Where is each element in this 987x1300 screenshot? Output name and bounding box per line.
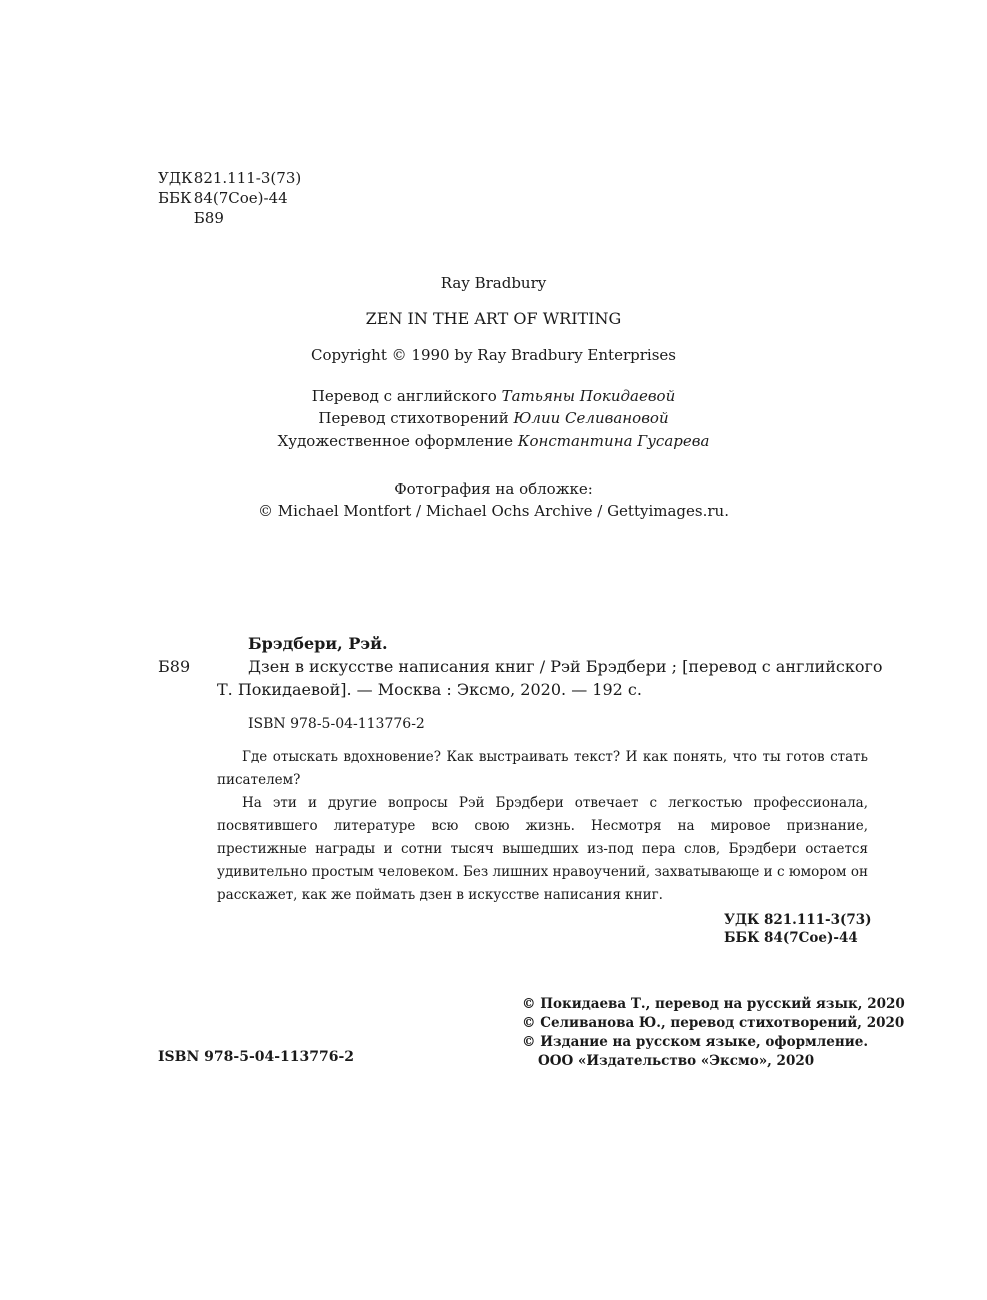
udk-bold: УДК 821.111-3(73) (724, 912, 872, 928)
credit-role: Перевод с английского (311, 387, 497, 405)
record-heading: Брэдбери, Рэй. (248, 634, 388, 653)
record-line-1: Дзен в искусстве написания книг / Рэй Брэдбери ; [перевод с английского (248, 657, 883, 676)
bbk-row (158, 188, 301, 208)
credit-role: Перевод стихотворений (318, 409, 509, 427)
bbk-value: 84(7Сое)-44 (193, 189, 288, 207)
bbk-label: ББК (158, 189, 192, 207)
original-copyright: Copyright © 1990 by Ray Bradbury Enterprises (311, 346, 676, 364)
bbk-bold: ББК 84(7Сое)-44 (724, 930, 858, 946)
record-line-2: Т. Покидаевой]. — Москва : Эксмо, 2020. — 192 с. (217, 680, 642, 699)
credit-poems (0, 409, 987, 427)
copyright-publisher: ООО «Издательство «Эксмо», 2020 (538, 1053, 815, 1069)
copyright-translation: © Покидаева Т., перевод на русский язык, 2020 (522, 996, 905, 1012)
classification-block (158, 168, 301, 228)
credit-name: Татьяны Покидаевой (501, 387, 676, 405)
record-sign: Б89 (158, 657, 191, 676)
annotation-paragraph-1: Где отыскать вдохновение? Как выстраивать текст? И как понять, что ты готов стать писателем? (217, 749, 868, 788)
original-author: Ray Bradbury (440, 274, 547, 292)
photo-label: Фотография на обложке: (394, 480, 593, 498)
udk-label: УДК (158, 169, 193, 187)
annotation-paragraph-2: На эти и другие вопросы Рэй Брэдбери отвечает с легкостью профессионала, посвятившего литературе всю свою жизнь. Несмотря на мировое признание, престижные награды и сотни тысяч вышедших из-под пера слов, Брэдбери остается удивительно простым человеком. Без лишних нравоучений, захватывающе и с юмором он расскажет, как же поймать дзен в искусстве написания книг. (217, 795, 868, 903)
credit-name: Юлии Селивановой (513, 409, 669, 427)
udk-row (158, 168, 301, 188)
udk-value: 821.111-3(73) (193, 169, 302, 187)
author-sign-row (158, 208, 301, 228)
original-title: ZEN IN THE ART OF WRITING (365, 309, 622, 328)
credit-role: Художественное оформление (277, 432, 514, 450)
record-isbn: ISBN 978-5-04-113776-2 (248, 716, 425, 732)
credit-design (0, 432, 987, 450)
photo-source: © Michael Montfort / Michael Ochs Archive / Gettyimages.ru. (258, 502, 729, 520)
credit-name: Константина Гусарева (517, 432, 710, 450)
annotation (217, 746, 868, 907)
author-sign: Б89 (193, 209, 224, 227)
credit-translation (0, 387, 987, 405)
copyright-poems: © Селиванова Ю., перевод стихотворений, 2020 (522, 1015, 905, 1031)
copyright-edition: © Издание на русском языке, оформление. (522, 1034, 869, 1050)
isbn-bold: ISBN 978-5-04-113776-2 (158, 1049, 355, 1065)
